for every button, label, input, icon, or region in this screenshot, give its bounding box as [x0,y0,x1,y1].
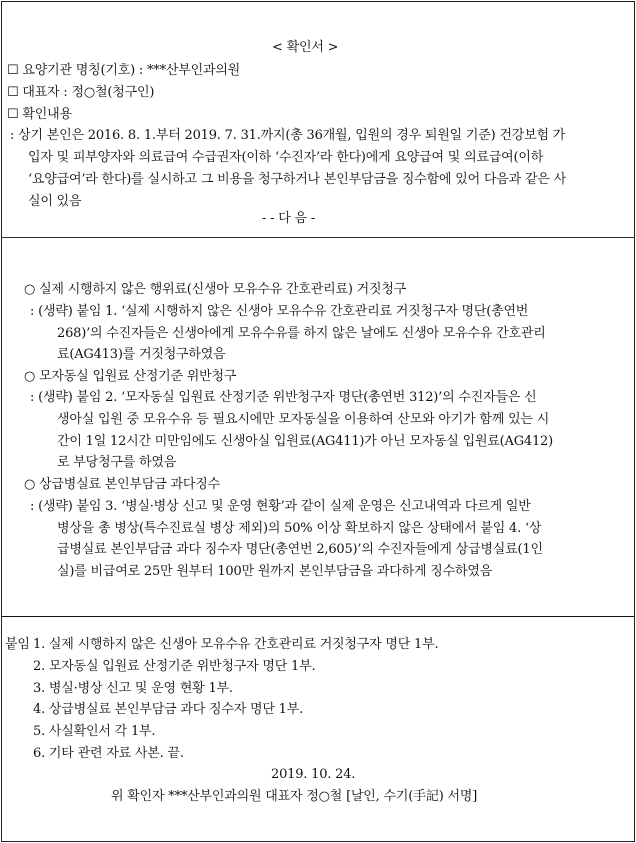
attachments-label: 붙임 [5,637,30,652]
header-item-text: 대표자 : 정○철(청구인) [22,85,155,100]
section-line: : (생략) 붙임 3. ‘병실·병상 신고 및 운영 현황’과 같이 실제 운영은 신고내역과 다르게 일반 [30,499,531,514]
section-line: 생아실 입원 중 모유수유 등 필요시에만 모자동실을 이용하여 산모와 아기가 함께 있는 시 [57,412,550,427]
section-line: : (생략) 붙임 1. ‘실제 시행하지 않은 신생아 모유수유 간호관리료 거짓청구자 명단(총연번 [30,304,529,319]
section-heading: ○ 실제 시행하지 않은 행위료(신생아 모유수유 간호관리료) 거짓청구 [24,282,407,297]
header-item-text: 요양기관 명칭(기호) : ***산부인과의원 [22,63,241,78]
section-line: 실)를 비급여로 25만 원부터 100만 원까지 본인부담금을 과다하게 징수하였음 [57,564,493,579]
section-line: 급병실료 본인부담금 과다 징수자 명단(총연번 2,605)’의 수진자들에게 상급병실료(1인 [57,542,543,557]
checkbox-icon: ☐ [7,107,19,122]
document-title: < 확인서 > [272,40,339,55]
attachment-item: 1. 실제 시행하지 않은 신생아 모유수유 간호관리료 거짓청구자 명단 1부. [33,637,439,652]
attachment-item: 4. 상급병실료 본인부담금 과다 징수자 명단 1부. [33,702,304,717]
section-line: 268)’의 수진자들은 신생아에게 모유수유를 하지 않은 날에도 신생아 모유수유 간호관리 [57,326,546,341]
divider-line-top [2,237,634,238]
signature-line: 위 확인자 ***산부인과의원 대표자 정○철 [날인, 수기(手記) 서명] [111,789,478,804]
intro-line: ‘요양급여’라 한다)를 실시하고 그 비용을 청구하거나 본인부담금을 징수함에 있어 다음과 같은 사 [28,172,566,187]
intro-line: 실이 있음 [28,194,82,209]
section-heading: ○ 모자동실 입원료 산정기준 위반청구 [24,369,237,384]
section-line: 료(AG413)를 거짓청구하였음 [57,347,226,362]
document-date: 2019. 10. 24. [271,767,356,782]
header-item-representative [7,85,154,101]
attachment-item: 6. 기타 관련 자료 사본. 끝. [33,746,184,761]
section-heading: ○ 상급병실료 본인부담금 과다징수 [24,477,220,492]
header-item-text: 확인내용 [22,107,72,122]
attachment-item: 3. 병실·병상 신고 및 운영 현황 1부. [33,681,233,696]
section-line: : (생략) 붙임 2. ‘모자동실 입원료 산정기준 위반청구자 명단(총연번 312)’의 수진자들은 신 [30,390,537,405]
intro-line: : 상기 본인은 2016. 8. 1.부터 2019. 7. 31.까지(총 36개월, 입원의 경우 퇴원일 기준) 건강보험 가 [10,128,566,143]
divider-heading: - - 다 음 - [262,211,316,226]
attachment-item: 5. 사실확인서 각 1부. [33,724,156,739]
divider-line-bottom [2,616,634,617]
header-item-institution [7,63,240,79]
checkbox-icon: ☐ [7,85,19,100]
section-line: 간이 1일 12시간 미만임에도 신생아실 입원료(AG411)가 아닌 모자동실 입원료(AG412) [57,434,553,449]
section-line: 로 부당청구를 하였음 [57,455,177,470]
attachment-item: 2. 모자동실 입원료 산정기준 위반청구자 명단 1부. [33,659,316,674]
intro-line: 입자 및 피부양자와 의료급여 수급권자(이하 ‘수진자’라 한다)에게 요양급여 및 의료급여(이하 [28,150,544,165]
section-line: 병상을 총 병상(특수진료실 병상 제외)의 50% 이상 확보하지 않은 상태에서 붙임 4. ‘상 [57,521,542,536]
checkbox-icon: ☐ [7,63,19,78]
header-item-content [7,107,72,123]
